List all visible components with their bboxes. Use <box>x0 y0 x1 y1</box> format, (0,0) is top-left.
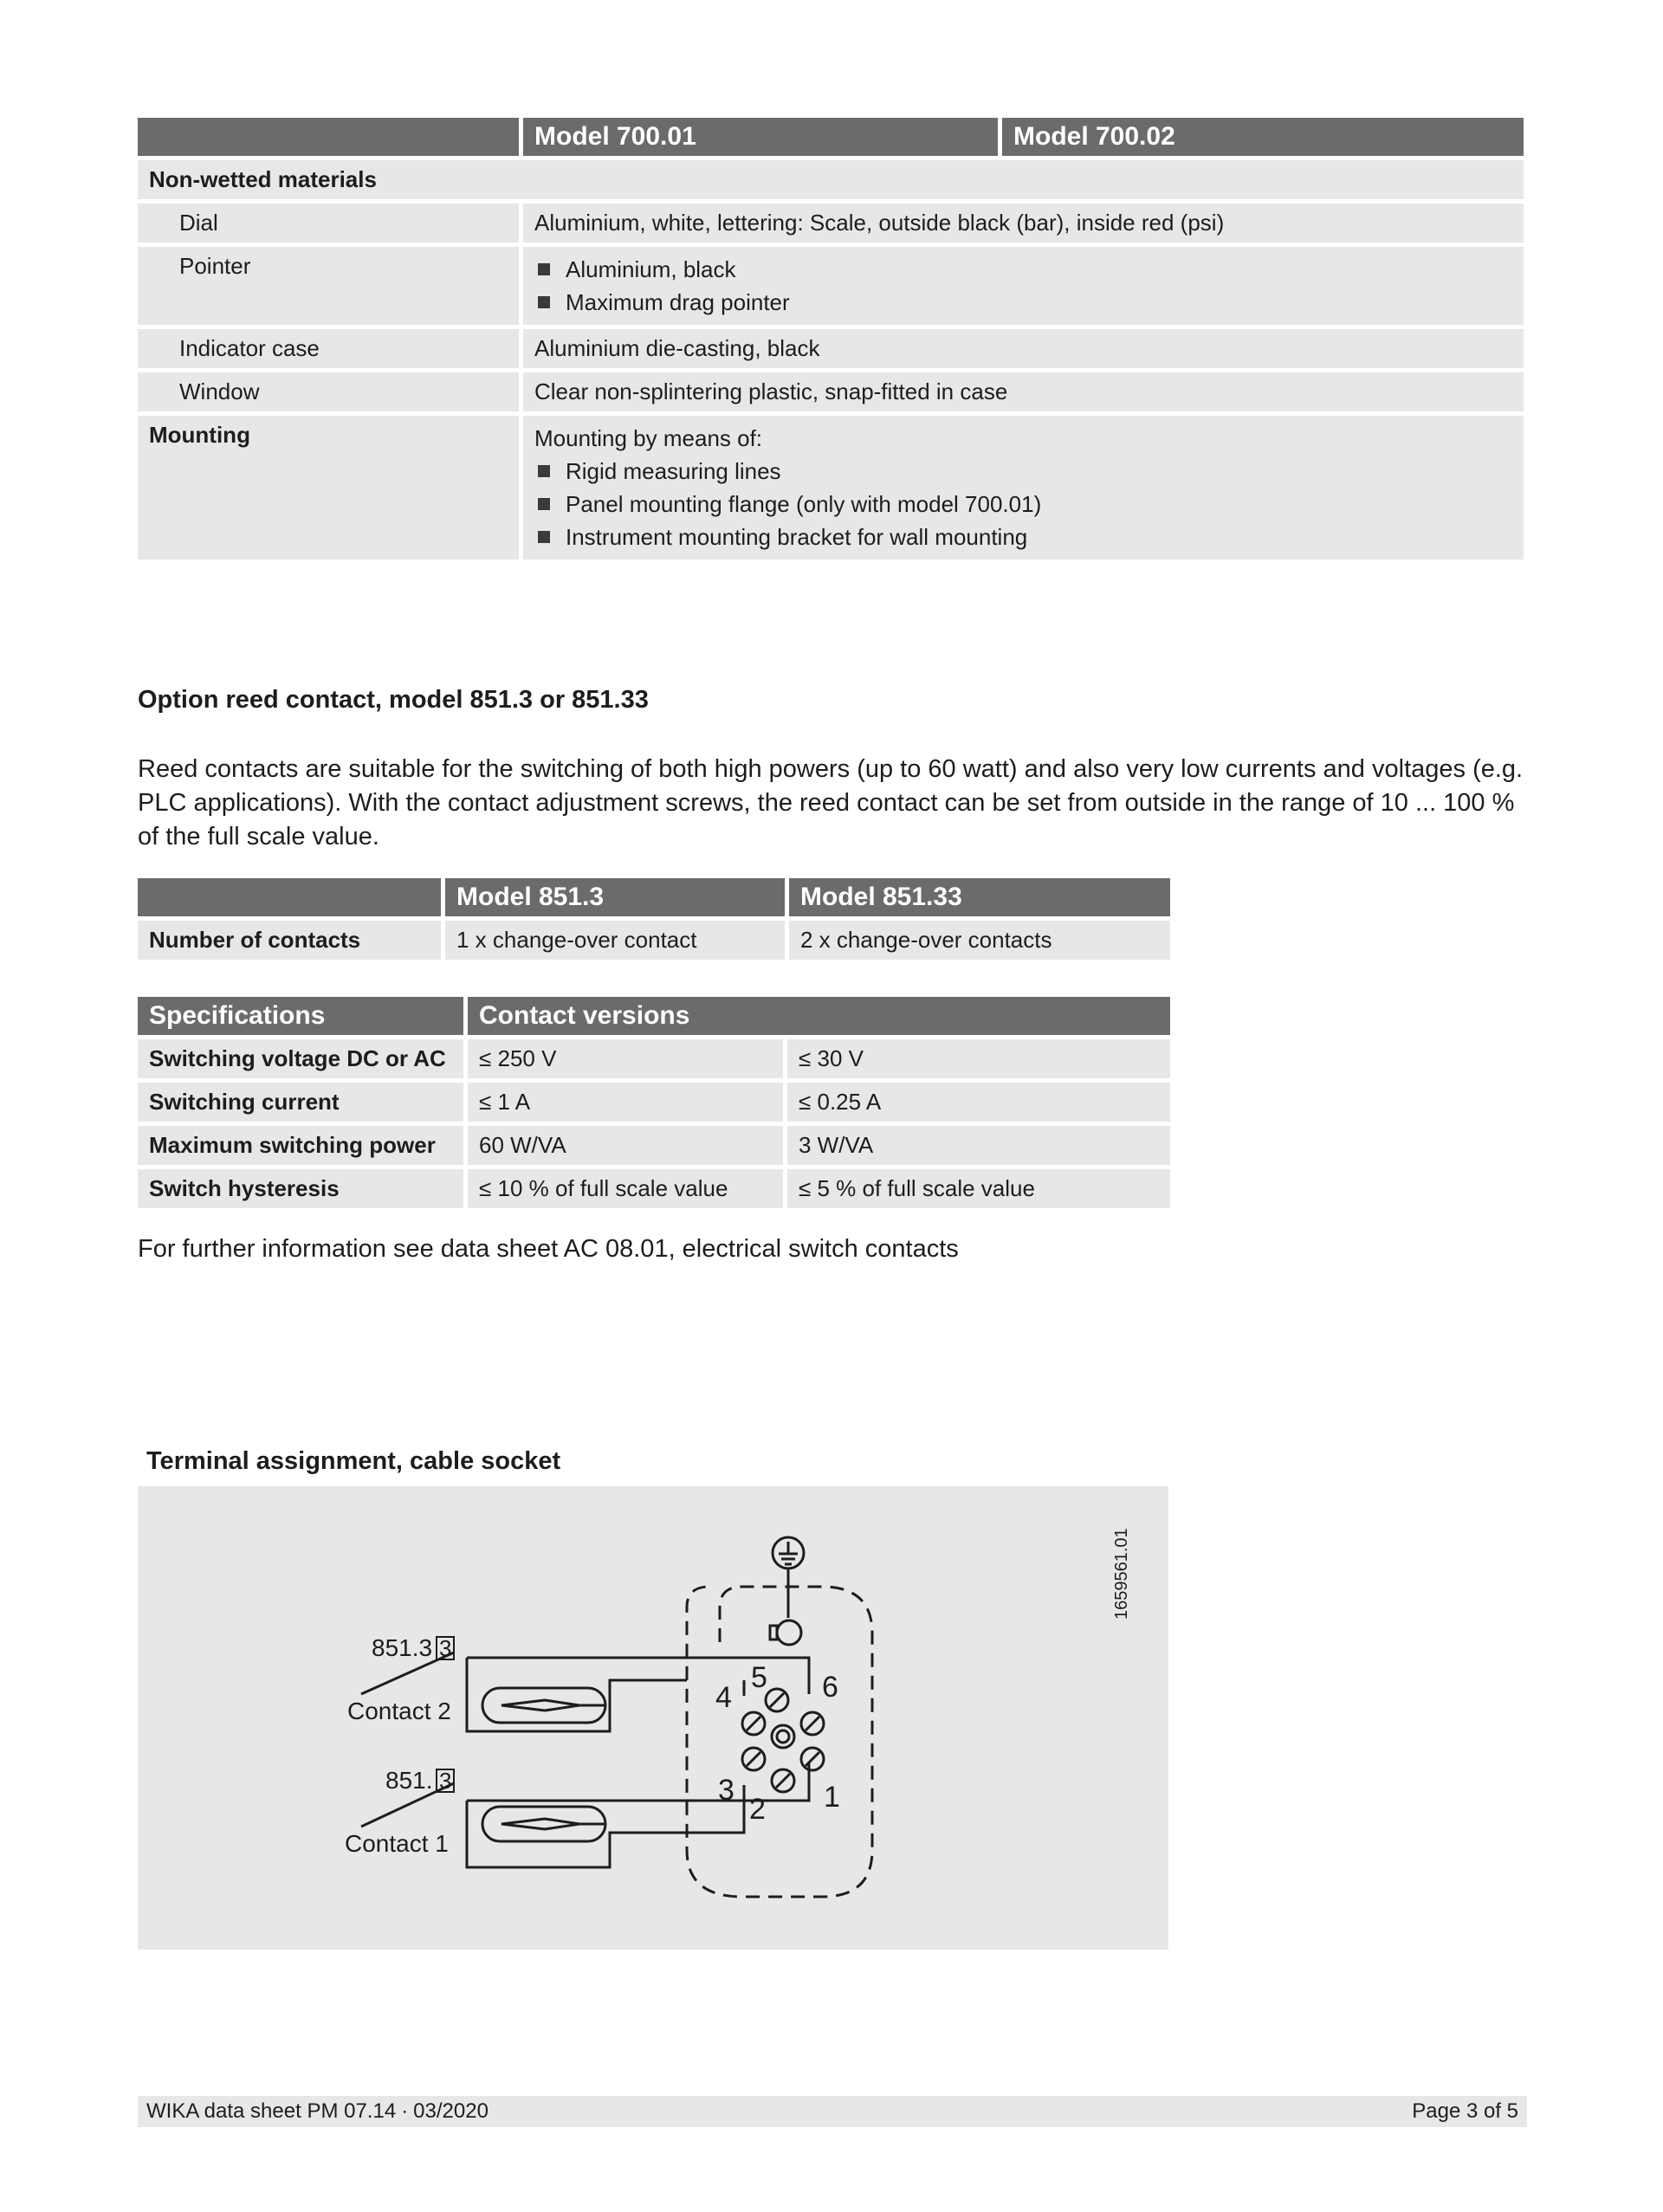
footer-datasheet-ref: WIKA data sheet PM 07.14 ∙ 03/2020 <box>146 2099 489 2123</box>
section-title-non-wetted: Non-wetted materials <box>138 160 1524 199</box>
list-item: Instrument mounting bracket for wall mounting <box>534 521 1512 553</box>
pin-label-1: 1 <box>824 1781 840 1814</box>
section-row-non-wetted <box>138 160 1524 199</box>
row-pointer <box>138 247 1524 325</box>
row-number-of-contacts <box>138 921 1170 960</box>
label-number-of-contacts: Number of contacts <box>138 921 441 960</box>
header-model-700-01: Model 700.01 <box>523 118 998 156</box>
terminal-diagram <box>138 1486 1168 1950</box>
page-footer <box>138 2096 1527 2127</box>
further-info-text: For further information see data sheet AC 08.01, electrical switch contacts <box>138 1235 959 1263</box>
table-row <box>138 1126 1170 1165</box>
header-specifications: Specifications <box>138 997 463 1035</box>
value-window: Clear non-splintering plastic, snap-fitted in case <box>523 372 1524 411</box>
pin-label-6: 6 <box>822 1671 838 1704</box>
value-851-33-contacts: 2 x change-over contacts <box>789 921 1170 960</box>
materials-header-row <box>138 118 1524 156</box>
spec-value-a: ≤ 10 % of full scale value <box>468 1169 783 1208</box>
contacts-table <box>133 874 1174 964</box>
contact2-label: Contact 2 <box>347 1698 451 1724</box>
spec-label: Switching voltage DC or AC <box>138 1039 463 1078</box>
footer-page-number: Page 3 of 5 <box>1412 2099 1518 2123</box>
pin-label-4: 4 <box>715 1681 732 1714</box>
header-model-700-02: Model 700.02 <box>1002 118 1524 156</box>
spec-label: Switch hysteresis <box>138 1169 463 1208</box>
header-contact-versions: Contact versions <box>468 997 1170 1035</box>
list-item: Panel mounting flange (only with model 700.01) <box>534 488 1512 521</box>
spec-header-row <box>138 997 1170 1035</box>
list-item: Maximum drag pointer <box>534 286 1512 319</box>
value-pointer <box>523 247 1524 325</box>
spec-label: Switching current <box>138 1083 463 1122</box>
spec-value-a: ≤ 250 V <box>468 1039 783 1078</box>
spec-value-b: ≤ 5 % of full scale value <box>787 1169 1170 1208</box>
header-model-851-33: Model 851.33 <box>789 878 1170 916</box>
row-indicator-case <box>138 329 1524 368</box>
value-dial: Aluminium, white, lettering: Scale, outside black (bar), inside red (psi) <box>523 204 1524 243</box>
materials-header-empty <box>138 118 519 156</box>
contact1-model-prefix: 851. <box>385 1767 433 1794</box>
pin-label-2: 2 <box>749 1793 766 1826</box>
label-indicator-case: Indicator case <box>138 329 519 368</box>
spec-value-b: ≤ 0.25 A <box>787 1083 1170 1122</box>
header-model-851-3: Model 851.3 <box>445 878 785 916</box>
spec-value-b: 3 W/VA <box>787 1126 1170 1165</box>
row-dial <box>138 204 1524 243</box>
reed-section-paragraph: Reed contacts are suitable for the switching of both high powers (up to 60 watt) and also very low currents and voltages (e.g. PLC applications). With the contact adjustment screws, the reed contact can be set from outside in the range of 10 ... 100 % of the full scale value. <box>138 755 1524 851</box>
terminal-section-title: Terminal assignment, cable socket <box>146 1447 561 1475</box>
pin-label-3: 3 <box>718 1774 734 1807</box>
label-window: Window <box>138 372 519 411</box>
value-851-3-contacts: 1 x change-over contact <box>445 921 785 960</box>
label-dial: Dial <box>138 204 519 243</box>
value-indicator-case: Aluminium die-casting, black <box>523 329 1524 368</box>
mounting-list <box>534 455 1512 553</box>
contact1-label: Contact 1 <box>345 1830 449 1857</box>
contact2-model-prefix: 851.3 <box>372 1634 433 1661</box>
spec-value-b: ≤ 30 V <box>787 1039 1170 1078</box>
row-mounting <box>138 416 1524 559</box>
spec-value-a: 60 W/VA <box>468 1126 783 1165</box>
value-mounting <box>523 416 1524 559</box>
table-row <box>138 1039 1170 1078</box>
table-row <box>138 1169 1170 1208</box>
mounting-intro: Mounting by means of: <box>534 425 763 451</box>
drawing-id: 1659561.01 <box>1112 1528 1131 1620</box>
materials-table <box>133 113 1528 564</box>
spec-label: Maximum switching power <box>138 1126 463 1165</box>
list-item: Aluminium, black <box>534 253 1512 286</box>
row-window <box>138 372 1524 411</box>
contact1-model-box: 3 <box>439 1768 452 1794</box>
contacts-header-row <box>138 878 1170 916</box>
label-mounting: Mounting <box>138 416 519 559</box>
pointer-list <box>534 253 1512 319</box>
spec-value-a: ≤ 1 A <box>468 1083 783 1122</box>
reed-section-title: Option reed contact, model 851.3 or 851.33 <box>138 686 649 714</box>
contact2-model-box: 3 <box>439 1635 452 1661</box>
pin-terminals <box>742 1689 824 1792</box>
list-item: Rigid measuring lines <box>534 455 1512 488</box>
table-row <box>138 1083 1170 1122</box>
label-pointer: Pointer <box>138 247 519 325</box>
pin-label-5: 5 <box>751 1661 767 1694</box>
terminal-diagram-svg <box>138 1486 1168 1950</box>
spec-table <box>133 993 1174 1213</box>
contacts-header-empty <box>138 878 441 916</box>
